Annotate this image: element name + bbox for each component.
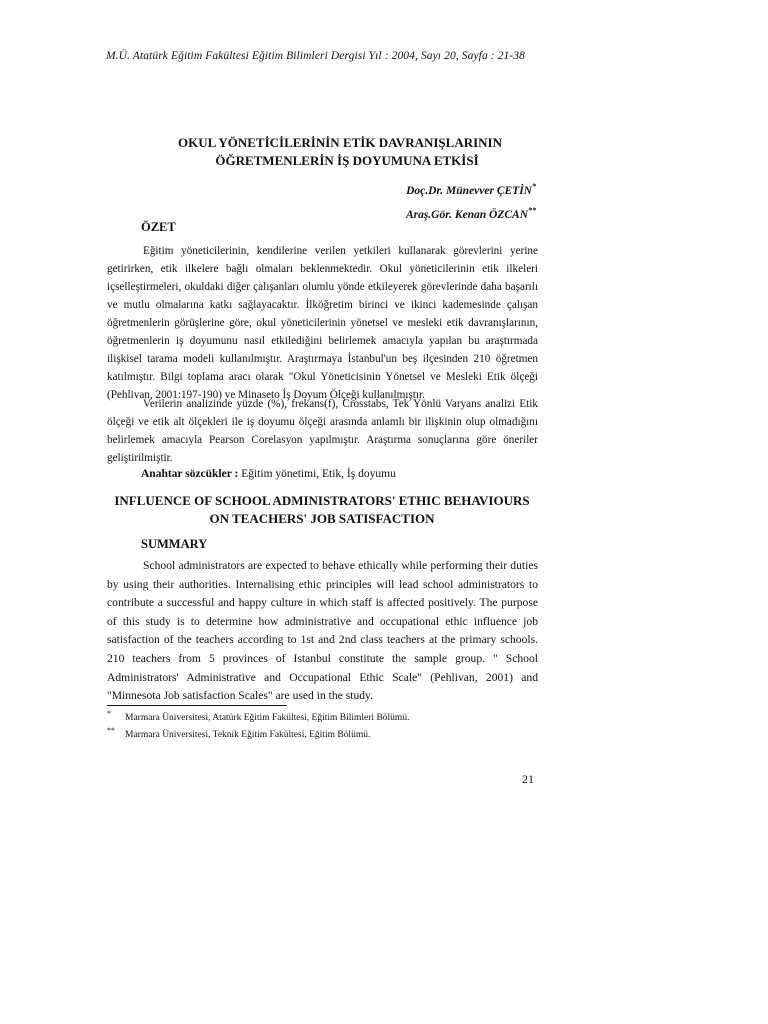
summary-paragraph: School administrators are expected to behave ethically while performing their duties by using their authorities. Internalising ethic principles will lead school administrators to contribute a successful and happy culture in which staff is affected positively. The purpose of this study is to determine how administrative and occupational ethic influence job satisfaction of the teachers according to 1st and 2nd class teachers at the primary schools. 210 teachers from 5 provinces of Istanbul constitute the sample group. " School Administrators' Administrative and Occupational Ethic Scale" (Pehlivan, 2001) and "Minnesota Job satisfaction Scales" are used in the study.	[107, 559, 538, 703]
title-turkish-line1: OKUL YÖNETİCİLERİNİN ETİK DAVRANIŞLARININ	[178, 135, 502, 150]
footnote-divider	[107, 705, 287, 706]
author-2-name: Araş.Gör. Kenan ÖZCAN	[405, 208, 528, 221]
keywords-value: Eğitim yönetimi, Etik, İş doyumu	[241, 468, 396, 480]
footnote-1-text: Marmara Üniversitesi, Atatürk Eğitim Fakültesi, Eğitim Bilimleri Bölümü.	[125, 713, 410, 723]
title-english	[107, 492, 537, 528]
title-english-line1: INFLUENCE OF SCHOOL ADMINISTRATORS' ETHIC BEHAVIOURS	[114, 493, 530, 508]
title-turkish-line2: ÖĞRETMENLERİN İŞ DOYUMUNA ETKİSİ	[215, 153, 479, 168]
author-1-mark: *	[532, 182, 536, 191]
author-1	[406, 177, 536, 201]
author-2-mark: **	[528, 205, 536, 215]
keywords-label: Anahtar sözcükler :	[141, 468, 239, 480]
ozet-paragraph-1: Eğitim yöneticilerinin, kendilerine verilen yetkileri kullanarak görevlerini yerine getirirken, etik ilkelere bağlı olmaları beklenmektedir. Okul yöneticilerinin etik ilkeleri içselleştirmeleri, okuldaki diğer çalışanları olumlu yönde etkileyerek görevlerinde daha başarılı ve mutlu olmalarına katkı sağlayacaktır. İlköğretim birinci ve ikinci kademesinde çalışan öğretmenlerin görüşlerine göre, okul yöneticilerinin yönetsel ve mesleki etik davranışlarının, öğretmenlerin iş doyumunu nasıl etkilediğini belirlemek amacıyla yapılan bu araştırmada ilişkisel tarama modeli kullanılmıştır. Araştırmaya İstanbul'un beş ilçesinden 210 öğretmen katılmıştır. Bilgi toplama aracı olarak "Okul Yöneticisinin Yönetsel ve Mesleki Etik ölçeği (Pehlivan, 2001:197-190) ve Minaseto İş Doyum Ölçeği kullanılmıştır.	[107, 245, 538, 401]
authors	[406, 177, 536, 225]
title-turkish	[150, 134, 530, 170]
page-number: 21	[522, 772, 534, 786]
summary-heading: SUMMARY	[141, 537, 208, 551]
ozet-paragraph-2: Verilerin analizinde yüzde (%), frekans(f), Crosstabs, Tek Yönlü Varyans analizi Etik ölçeği ve etik alt ölçekleri ile iş doyumu ölçeği arasında anlamlı bir ilişkinin olup olmadığını belirlemek amacıyla Pearson Corelasyon yapılmıştır. Araştırma sonuçlarına göre öneriler geliştirilmiştir.	[107, 398, 538, 464]
keywords-line	[141, 468, 396, 480]
title-english-line2: ON TEACHERS' JOB SATISFACTION	[209, 511, 435, 526]
journal-header: M.Ü. Atatürk Eğitim Fakültesi Eğitim Bilimleri Dergisi Yıl : 2004, Sayı 20, Sayfa : 21-38	[106, 50, 526, 62]
ozet-heading: ÖZET	[141, 220, 176, 234]
footnote-2-text: Marmara Üniversitesi, Teknik Eğitim Fakültesi, Eğitim Bölümü.	[125, 730, 371, 740]
author-1-name: Doç.Dr. Münevver ÇETİN	[406, 184, 532, 197]
footnote-2-mark: **	[107, 726, 115, 735]
footnote-1-mark: *	[107, 709, 111, 718]
author-2	[406, 201, 536, 225]
